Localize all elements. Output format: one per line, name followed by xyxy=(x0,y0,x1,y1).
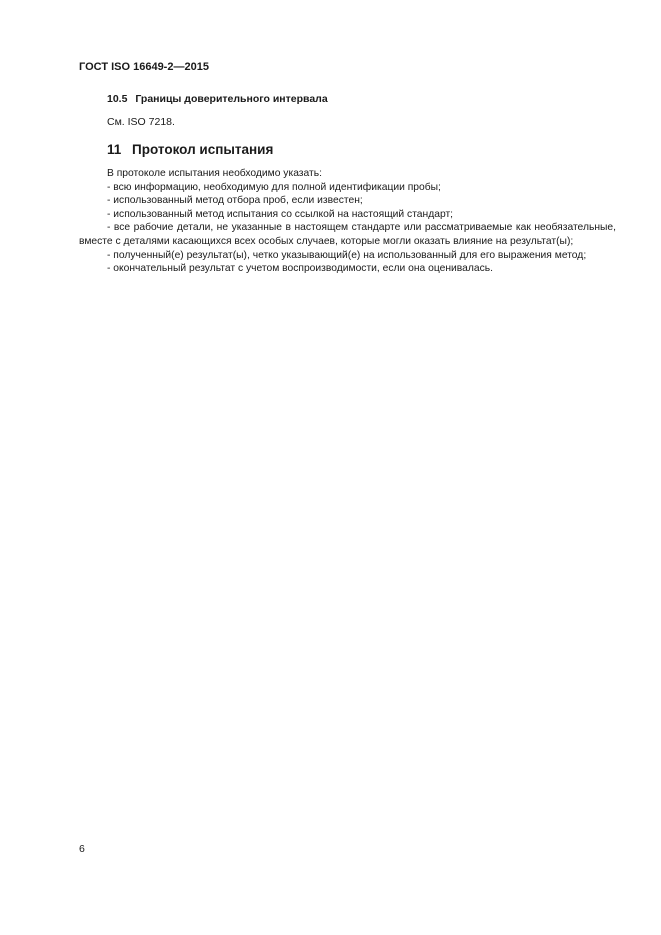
page-number: 6 xyxy=(79,843,85,855)
section-number: 10.5 xyxy=(107,93,128,105)
paragraph: В протоколе испытания необходимо указать: xyxy=(107,168,322,179)
section-10-5-heading xyxy=(107,93,328,105)
section-number: 11 xyxy=(107,142,122,157)
document-header: ГОСТ ISO 16649-2—2015 xyxy=(79,61,209,73)
list-item: - всю информацию, необходимую для полной идентификации пробы; xyxy=(107,181,441,193)
list-item: - использованный метод испытания со ссылкой на настоящий стандарт; xyxy=(107,208,454,220)
section-10-5-body: См. ISO 7218. xyxy=(107,116,175,128)
section-title: Границы доверительного интервала xyxy=(135,93,328,105)
section-11-body xyxy=(79,167,616,276)
list-item: - все рабочие детали, не указанные в настоящем стандарте или рассматриваемые как необязательные, вместе с деталями касающихся всех особых случаев, которые могли оказать влияние на результат(ы); xyxy=(79,222,616,247)
list-item: - использованный метод отбора проб, если известен; xyxy=(107,195,363,207)
section-title: Протокол испытания xyxy=(132,142,274,157)
list-item: - окончательный результат с учетом воспроизводимости, если она оценивалась. xyxy=(107,263,493,275)
section-11-heading xyxy=(107,142,273,157)
list-item: - полученный(е) результат(ы), четко указывающий(е) на использованный для его выражения метод; xyxy=(107,249,587,261)
